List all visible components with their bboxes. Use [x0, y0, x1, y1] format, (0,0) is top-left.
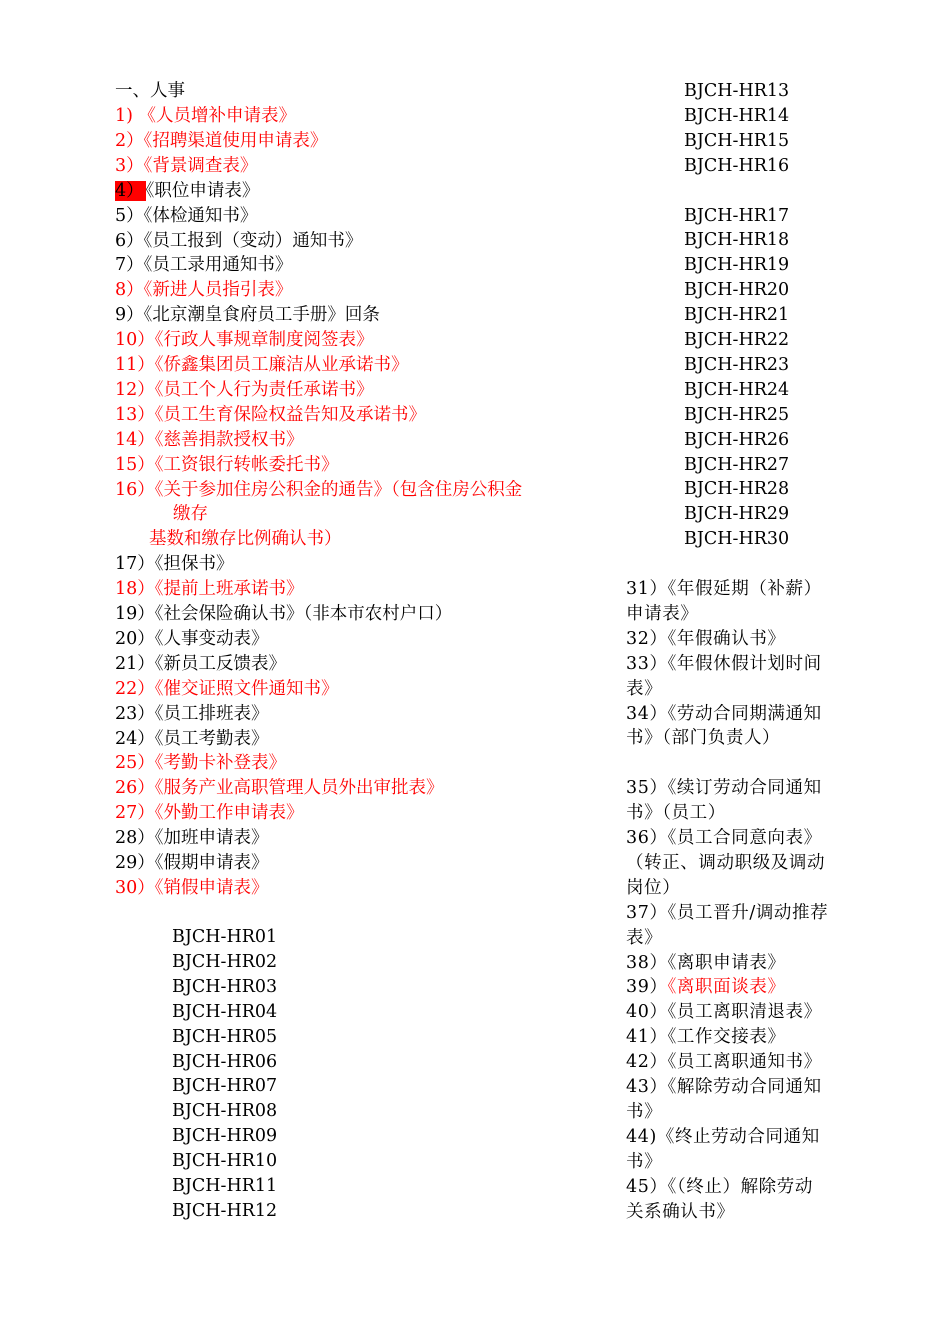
item-title: 《销假申请表》 [154, 877, 269, 898]
item-number: 28） [115, 828, 155, 849]
form-list-item [115, 353, 409, 378]
form-list-line: 45）《（终止）解除劳动 [626, 1176, 813, 1197]
form-code: BJCH-HR14 [684, 105, 790, 126]
form-code: BJCH-HR30 [684, 529, 790, 550]
form-list-line: 书》（员工） [626, 803, 726, 824]
form-list-item [149, 527, 342, 552]
form-list-line: 43）《解除劳动合同通知 [626, 1077, 822, 1097]
form-code: BJCH-HR09 [172, 1126, 278, 1147]
item-number: 22） [115, 678, 155, 699]
item-number: 21） [115, 653, 155, 674]
form-list-item [115, 876, 269, 901]
form-code: BJCH-HR17 [684, 205, 790, 226]
form-code: BJCH-HR26 [684, 429, 790, 450]
form-list-line: （转正、调动职级及调动 [626, 852, 826, 873]
form-list-line: 38）《离职申请表》 [626, 952, 786, 973]
form-code: BJCH-HR06 [172, 1051, 278, 1072]
form-list-item [115, 677, 339, 702]
item-title: 《员工报到（变动）通知书》 [143, 230, 363, 251]
item-number: 26） [115, 778, 155, 799]
item-title: 《新员工反馈表》 [154, 653, 287, 674]
item-title: 《侨鑫集团员工廉洁从业承诺书》 [154, 355, 409, 375]
form-code: BJCH-HR12 [172, 1200, 278, 1221]
item-number: 16） [115, 479, 155, 500]
form-list-item [115, 378, 374, 403]
item-number: 11） [115, 355, 155, 375]
form-list-item [115, 801, 304, 826]
form-list-item [115, 453, 339, 478]
form-list-line: 36）《员工合同意向表》 [626, 828, 822, 848]
item-title: 《考勤卡补登表》 [154, 753, 287, 774]
form-list-line: 表》 [626, 678, 663, 699]
item-title: 《人事变动表》 [154, 628, 269, 649]
item-title: 《人员增补申请表》 [138, 106, 297, 126]
item-title: 缴存 [173, 504, 208, 525]
form-list-item [115, 204, 257, 229]
form-code: BJCH-HR05 [172, 1026, 278, 1047]
item-number: 7） [115, 255, 144, 276]
form-code: BJCH-HR29 [684, 504, 790, 525]
form-list-line: 37）《员工晋升/调动推荐 [626, 902, 829, 923]
form-code: BJCH-HR04 [172, 1001, 278, 1022]
form-list-item [115, 179, 259, 204]
form-list-item [115, 229, 362, 254]
item-number: 2） [115, 130, 144, 151]
item-number: 23） [115, 703, 155, 724]
item-number: 5） [115, 205, 144, 226]
item-number: 15） [115, 454, 155, 475]
form-list-line: 40）《员工离职清退表》 [626, 1002, 822, 1023]
item-title: 《慈善捐款授权书》 [154, 429, 304, 450]
item-number: 13） [115, 404, 155, 425]
form-list-item [115, 826, 269, 851]
item-title: 《关于参加住房公积金的通告》（包含住房公积金 [154, 479, 523, 500]
item-title: 《背景调查表》 [143, 155, 258, 176]
form-code: BJCH-HR10 [172, 1151, 278, 1172]
item-title: 《社会保险确认书》（非本市农村户口） [154, 604, 453, 624]
item-number: 19） [115, 604, 155, 624]
form-code: BJCH-HR15 [684, 130, 790, 151]
form-list-item [115, 104, 296, 129]
item-number: 39） [626, 977, 668, 998]
form-list-line: 34）《劳动合同期满通知 [626, 703, 822, 724]
form-list-item [115, 851, 269, 876]
form-code: BJCH-HR27 [684, 454, 790, 475]
form-list-line: 41）《工作交接表》 [626, 1027, 786, 1048]
item-title: 《员工生育保险权益告知及承诺书》 [154, 404, 427, 425]
form-list-line: 35）《续订劳动合同通知 [626, 778, 822, 799]
item-number: 12） [115, 379, 155, 400]
form-code: BJCH-HR11 [172, 1176, 278, 1196]
form-code: BJCH-HR25 [684, 404, 790, 425]
form-code: BJCH-HR28 [684, 479, 790, 500]
item-title: 《员工考勤表》 [154, 728, 269, 749]
form-code: BJCH-HR08 [172, 1101, 278, 1122]
form-code: BJCH-HR22 [684, 330, 790, 350]
item-title: 《体检通知书》 [143, 205, 258, 226]
form-list-item [115, 702, 269, 727]
item-title: 《催交证照文件通知书》 [154, 678, 339, 699]
form-list-item [115, 328, 374, 353]
form-code: BJCH-HR24 [684, 379, 790, 400]
item-number: 30） [115, 877, 155, 898]
item-title: 《加班申请表》 [154, 828, 269, 849]
form-list-line: 书》 [626, 1151, 663, 1172]
item-number: 18） [115, 579, 155, 600]
form-code: BJCH-HR02 [172, 951, 278, 972]
form-list-line: 表》 [626, 927, 663, 948]
item-number: 29） [115, 853, 155, 873]
form-list-line: 书》 [626, 1101, 663, 1122]
form-list-item [115, 577, 304, 602]
item-title: 《担保书》 [154, 554, 234, 575]
item-title: 《离职面谈表》 [667, 977, 786, 998]
form-code: BJCH-HR20 [684, 280, 790, 301]
form-list-line: 44)《终止劳动合同通知 [626, 1126, 820, 1147]
item-number: 24） [115, 728, 155, 749]
form-code: BJCH-HR03 [172, 976, 278, 997]
item-number: 17） [115, 554, 155, 575]
item-title: 《招聘渠道使用申请表》 [143, 130, 328, 151]
form-code: BJCH-HR07 [172, 1076, 278, 1097]
form-list-line [626, 975, 850, 1000]
form-list-line [626, 751, 850, 776]
item-number: 8） [115, 280, 144, 301]
form-list-item [115, 602, 452, 627]
item-number: 1) [115, 106, 139, 126]
item-number: 3） [115, 155, 144, 176]
item-number: 20） [115, 628, 155, 649]
item-number: 9） [115, 305, 144, 326]
item-title: 基数和缴存比例确认书） [149, 529, 342, 550]
item-number: 14） [115, 429, 155, 450]
item-title: 《员工排班表》 [154, 703, 269, 724]
form-list-line: 31）《年假延期（补薪） [626, 579, 822, 599]
item-number: 6） [115, 230, 144, 251]
form-list-line: 书》（部门负责人） [626, 728, 781, 749]
form-list-item [173, 502, 208, 527]
form-code: BJCH-HR13 [684, 81, 790, 101]
item-title: 《新进人员指引表》 [143, 280, 293, 301]
item-title: 《员工个人行为责任承诺书》 [154, 379, 374, 400]
form-code: BJCH-HR16 [684, 155, 790, 176]
item-title: 《北京潮皇食府员工手册》回条 [143, 305, 380, 326]
item-title: 《职位申请表》 [145, 180, 260, 201]
form-list-item [115, 776, 444, 801]
form-list-item [115, 303, 380, 328]
form-list-line: 岗位） [626, 877, 681, 898]
section-heading: 一、人事 [115, 81, 185, 101]
form-list-item [115, 751, 286, 776]
form-list-item [115, 478, 522, 503]
item-number: 10） [115, 330, 155, 351]
form-list-line: 申请表》 [626, 603, 699, 624]
item-title: 《服务产业高职管理人员外出审批表》 [154, 778, 444, 799]
form-code: BJCH-HR19 [684, 255, 790, 276]
form-list-line: 42）《员工离职通知书》 [626, 1052, 822, 1073]
item-title: 《提前上班承诺书》 [154, 579, 304, 600]
form-code: BJCH-HR23 [684, 354, 790, 375]
form-list-item [115, 652, 286, 677]
form-list-item [115, 552, 234, 577]
form-list-line: 33）《年假休假计划时间 [626, 653, 822, 674]
item-number: 25） [115, 753, 155, 774]
form-list-item [115, 727, 269, 752]
form-code: BJCH-HR21 [684, 305, 790, 326]
item-title: 《工资银行转帐委托书》 [154, 454, 339, 475]
form-list-item [115, 278, 292, 303]
form-code: BJCH-HR18 [684, 230, 790, 251]
form-list-item [115, 428, 304, 453]
item-title: 《外勤工作申请表》 [154, 803, 304, 824]
item-title: 《假期申请表》 [154, 853, 269, 873]
form-list-item [115, 129, 327, 154]
form-list-item [115, 154, 257, 179]
item-number: 27） [115, 803, 155, 824]
form-list-item [115, 253, 292, 278]
item-title: 《行政人事规章制度阅签表》 [154, 330, 374, 351]
item-number: 4） [115, 180, 144, 201]
item-title: 《员工录用通知书》 [143, 255, 293, 276]
form-list-item [115, 403, 426, 428]
form-list-line: 32）《年假确认书》 [626, 628, 786, 649]
form-list-item [115, 627, 269, 652]
form-list-line: 关系确认书》 [626, 1201, 735, 1222]
form-code: BJCH-HR01 [172, 927, 278, 947]
